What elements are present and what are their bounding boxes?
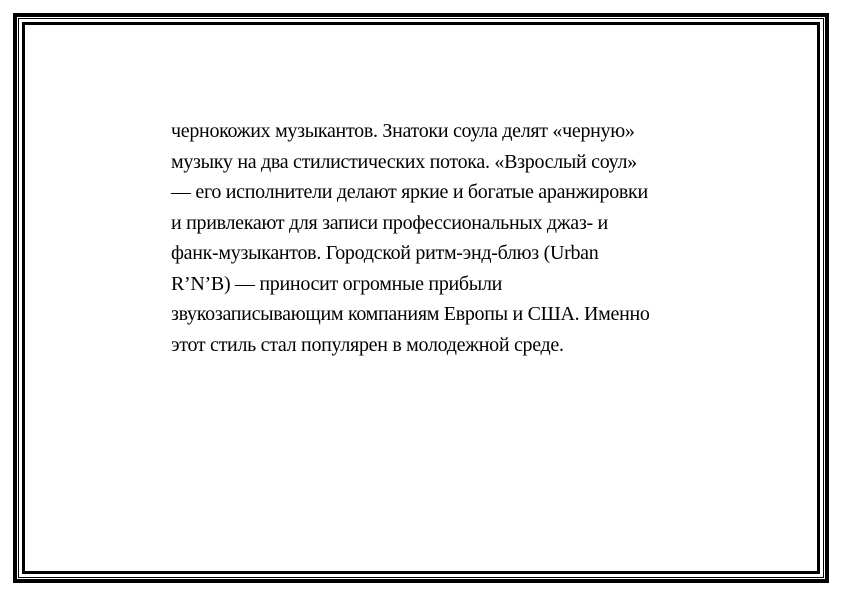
text-line: звукозаписывающим компаниям Европы и США. Именно: [171, 303, 650, 325]
text-line: чернокожих музыкантов. Знатоки соула делят «черную»: [171, 120, 635, 142]
text-line: и привлекают для записи профессиональных джаз- и: [171, 211, 608, 234]
body-paragraph: [171, 116, 731, 360]
text-line: фанк-музыкантов. Городской ритм-энд-блюз (Urban: [171, 242, 599, 264]
text-line: музыку на два стилистических потока. «Взрослый соул»: [171, 150, 637, 173]
text-line: этот стиль стал популярен в молодежной среде.: [171, 333, 564, 356]
text-line: — его исполнители делают яркие и богатые аранжировки: [171, 181, 648, 203]
text-line: R’N’B) — приносит огромные прибыли: [171, 272, 503, 295]
